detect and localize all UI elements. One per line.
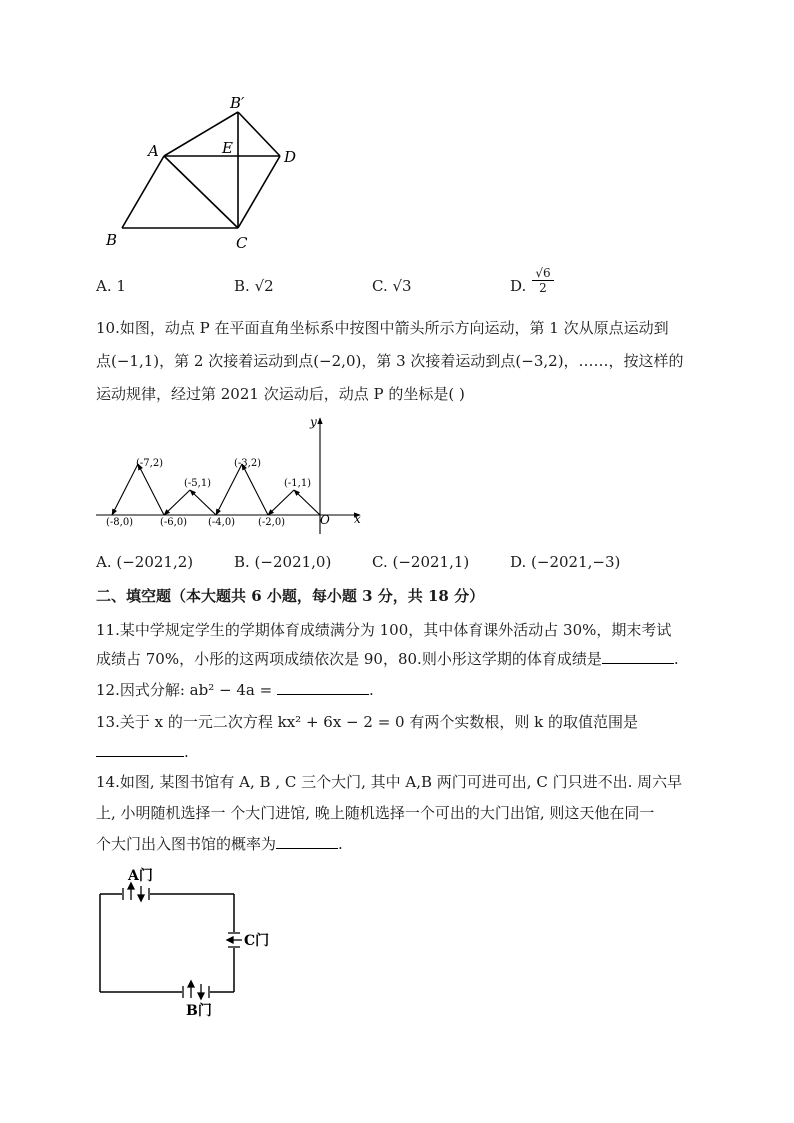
move-8 xyxy=(112,464,138,515)
q11-line-1: 11.某中学规定学生的学期体育成绩满分为 100，其中体育课外活动占 30%，期末考试 xyxy=(96,621,672,639)
q14-line-1: 14.如图, 某图书馆有 A, B , C 三个大门, 其中 A,B 两门可进可出, C 门只进不出. 周六早 xyxy=(96,773,683,791)
q12-period: . xyxy=(368,681,374,699)
point-label: (-3,2) xyxy=(234,458,262,469)
point-label: (-5,1) xyxy=(184,478,212,489)
y-axis-label: y xyxy=(310,415,317,429)
option-letter: C. xyxy=(372,277,388,295)
move-3 xyxy=(242,464,268,515)
segment-cd xyxy=(238,156,280,228)
q13-line-1: 13.关于 x 的一元二次方程 kx² + 6x − 2 = 0 有两个实数根，则 k 的取值范围是 xyxy=(96,713,638,731)
move-7 xyxy=(138,464,164,515)
point-label: (-2,0) xyxy=(258,517,286,528)
parallelogram-figure xyxy=(100,90,320,260)
gate-c-in-arrowhead-icon xyxy=(227,937,233,943)
q14-line-3-text: 个大门出入图书馆的概率为 xyxy=(96,835,277,853)
q10-option-b: B. (−2021,0) xyxy=(234,553,332,571)
library-gates-diagram xyxy=(94,862,294,1022)
gate-a-in-arrowhead-icon xyxy=(138,895,144,901)
q9-option-d-fraction xyxy=(532,266,554,295)
move-1 xyxy=(294,490,320,515)
q10-line-3: 运动规律，经过第 2021 次运动后，动点 P 的坐标是( ) xyxy=(96,385,465,403)
q9-option-d xyxy=(510,276,526,296)
q11-line-2-text: 成绩占 70%，小彤的这两项成绩依次是 90，80.则小彤这学期的体育成绩是 xyxy=(96,650,602,668)
option-letter: D. xyxy=(510,277,527,295)
q12-text: 12.因式分解: ab² − 4a = xyxy=(96,681,273,699)
move-6 xyxy=(164,490,190,515)
q13-line-2 xyxy=(96,742,189,762)
segment-ac xyxy=(164,156,238,228)
point-label: (-8,0) xyxy=(106,517,134,528)
q10-line-2: 点(−1,1)，第 2 次接着运动到点(−2,0)，第 3 次接着运动到点(−3,2)，……，按这样的 xyxy=(96,352,684,370)
q10-coordinate-graph xyxy=(96,412,376,537)
point-label: (-1,1) xyxy=(284,478,312,489)
q14-period: . xyxy=(338,835,343,853)
point-label: (-7,2) xyxy=(136,458,164,469)
q11-line-2 xyxy=(96,649,679,669)
gate-b-in-arrowhead-icon xyxy=(198,993,204,999)
q10-option-c: C. (−2021,1) xyxy=(372,553,470,571)
q13-answer-blank[interactable] xyxy=(96,742,184,757)
option-value: √2 xyxy=(254,277,274,295)
q14-answer-blank[interactable] xyxy=(276,834,338,849)
gate-a-label: A门 xyxy=(128,868,153,884)
option-value: √3 xyxy=(392,277,412,295)
move-5 xyxy=(190,490,216,515)
label-c: C xyxy=(236,234,248,252)
segment-ab xyxy=(122,156,164,228)
point-label: (-6,0) xyxy=(160,517,188,528)
move-2 xyxy=(268,490,294,515)
label-b-prime: B′ xyxy=(230,94,245,112)
label-d: D xyxy=(284,148,297,166)
q9-option-b xyxy=(234,276,274,296)
q12-answer-blank[interactable] xyxy=(277,680,369,695)
q10-option-a: A. (−2021,2) xyxy=(96,553,194,571)
gate-b-out-arrowhead-icon xyxy=(188,981,194,987)
fraction-denominator: 2 xyxy=(539,281,547,295)
label-b: B xyxy=(106,231,118,249)
q12-line xyxy=(96,680,374,700)
q13-period: . xyxy=(184,743,189,761)
gate-c-label: C门 xyxy=(244,933,270,949)
gate-b-label: B门 xyxy=(186,1003,212,1019)
q11-period: . xyxy=(673,650,679,668)
label-a: A xyxy=(148,142,159,160)
fraction-numerator: √6 xyxy=(532,266,554,281)
segment-b-prime-d xyxy=(238,112,280,156)
x-axis-label: x xyxy=(354,512,361,526)
option-value: 1 xyxy=(116,277,126,295)
q9-option-a xyxy=(96,276,126,296)
point-label: (-4,0) xyxy=(208,517,236,528)
q11-answer-blank[interactable] xyxy=(602,649,674,664)
q10-line-1: 10.如图，动点 P 在平面直角坐标系中按图中箭头所示方向运动，第 1 次从原点运动到 xyxy=(96,319,669,337)
move-4 xyxy=(216,464,242,515)
q14-line-2: 上, 小明随机选择一 个大门进馆, 晚上随机选择一个可出的大门出馆, 则这天他在同一 xyxy=(96,804,655,822)
section-2-title: 二、填空题（本大题共 6 小题，每小题 3 分，共 18 分） xyxy=(96,587,485,605)
q14-line-3 xyxy=(96,834,343,854)
label-e: E xyxy=(222,139,233,157)
q9-option-c xyxy=(372,276,412,296)
q10-option-d: D. (−2021,−3) xyxy=(510,553,621,571)
option-letter: B. xyxy=(234,277,250,295)
origin-label: O xyxy=(320,513,330,527)
option-letter: A. xyxy=(96,277,112,295)
